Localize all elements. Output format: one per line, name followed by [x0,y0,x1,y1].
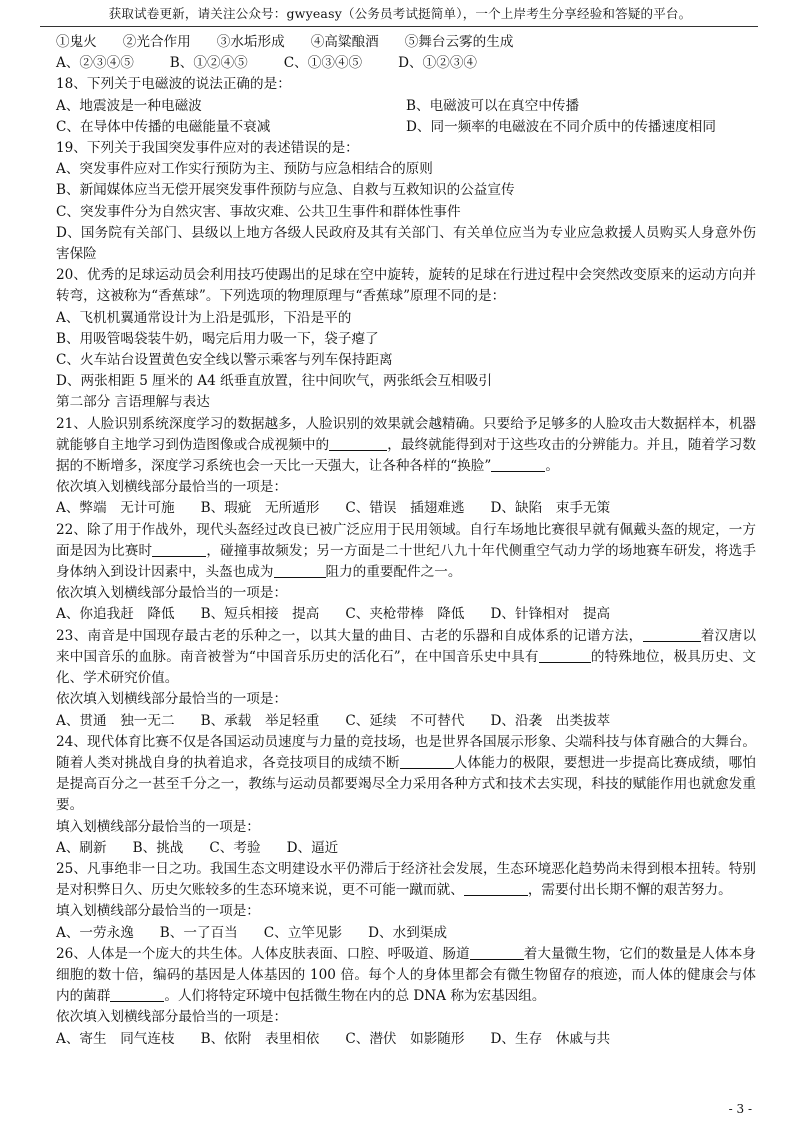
option: A、贯通 独一无二 [56,712,175,729]
option: D、两张相距 5 厘米的 A4 纸垂直放置，往中间吹气，两张纸会互相吸引 [56,373,492,390]
option: D、针锋相对 提高 [490,606,611,623]
q17-item: ③水垢形成 [216,34,285,50]
option: D、同一频率的电磁波在不同介质中的传播速度相同 [406,118,716,135]
option: B、电磁波可以在真空中传播 [406,97,580,114]
fill-blank [152,542,206,557]
fill-blank [329,436,387,451]
q18-options-row2 [56,117,756,138]
option: B、用吸管喝袋装牛奶，喝完后用力吸一下，袋子瘪了 [56,330,379,347]
q17-item: ①鬼火 [56,34,97,50]
q22-prompt: 依次填入划横线部分最恰当的一项是： [56,585,288,602]
q17-item: ②光合作用 [122,34,191,50]
option: B、承载 举足轻重 [200,712,320,729]
option: C、突发事件分为自然灾害、事故灾难、公共卫生事件和群体性事件 [56,203,461,220]
option: C、考验 [209,839,261,856]
option: A、寄生 同气连枝 [56,1030,175,1047]
q24-text: 24、现代体育比赛不仅是各国运动员速度与力量的竞技场，也是世界各国展示形象、尖端科技与体育融合的大舞台。随着人类对挑战自身的执着追求，各竞技项目的成绩不断 [56,733,756,771]
option: A、突发事件应对工作实行预防为主、预防与应急相结合的原则 [56,161,433,178]
q21-stem [56,414,756,478]
option: B、新闻媒体应当无偿开展突发事件预防与应急、自救与互救知识的公益宣传 [56,182,515,199]
option: A、一劳永逸 [56,924,134,941]
q21-text: 。 [545,458,559,475]
option: C、①③④⑤ [283,55,363,72]
q18-stem: 18、下列关于电磁波的说法正确的是： [56,76,291,93]
q17-item: ⑤舞台云雾的生成 [404,34,514,50]
option: D、国务院有关部门、县级以上地方各级人民政府及其有关部门、有关单位应当为专业应急救援人员购买人身意外伤害保险 [56,224,756,263]
q26-prompt: 依次填入划横线部分最恰当的一项是： [56,1009,288,1026]
section-heading: 第二部分 言语理解与表达 [56,394,210,411]
option: A、地震波是一种电磁波 [56,97,202,114]
option: C、火车站台设置黄色安全线以警示乘客与列车保持距离 [56,352,393,369]
option: B、瑕疵 无所遁形 [200,500,320,517]
fill-blank [400,754,454,769]
option: A、刷新 [56,839,107,856]
q21-options [56,498,756,519]
q26-text: 着大量微生物，它们的数量是人体本身细胞的数十倍，编码的基因是人体基因的 100 倍。每个人的身体里都会有微生物留存的痕迹，而人体的健康会与体内的菌群 [56,945,757,1005]
option: C、潜伏 如影随形 [345,1030,465,1047]
q25-options [56,923,756,944]
q26-text: 。人们将特定环境中包括微生物在内的总 DNA 称为宏基因组。 [164,988,546,1005]
option: D、逼近 [286,839,339,856]
option: C、立竿见影 [263,924,343,941]
q25-stem [56,859,756,901]
option: B、一了百当 [159,924,238,941]
q18-options-row1 [56,96,756,117]
option: A、②③④⑤ [56,55,134,72]
q23-text: 23、南音是中国现存最古老的乐种之一，以其大量的曲目、古老的乐器和自成体系的记谱方法， [56,627,643,644]
option: C、延续 不可替代 [345,712,465,729]
q21-prompt: 依次填入划横线部分最恰当的一项是： [56,479,288,496]
q20-stem: 20、优秀的足球运动员会利用技巧使踢出的足球在空中旋转，旋转的足球在行进过程中会突然改变原来的运动方向并转弯，这被称为“香蕉球”。下列选项的物理原理与“香蕉球”原理不同的是： [56,267,756,305]
q23-text: 的特殊地位，极具历史、文化、学术研究价值。 [56,648,756,687]
q24-options [56,838,756,859]
q17-options [56,53,756,74]
fill-blank [274,563,326,578]
option: B、挑战 [132,839,184,856]
page-number: - 3 - [728,1102,752,1116]
q26-options [56,1029,756,1050]
option: B、①②④⑤ [169,55,248,72]
option: D、水到渠成 [368,924,448,941]
q26-text: 26、人体是一个庞大的共生体。人体皮肤表面、口腔、呼吸道、肠道 [56,945,470,962]
q24-text: 人体能力的极限，要想进一步提高比赛成绩，哪怕是提高百分之一甚至千分之一，教练与运动员都要竭尽全力采用各种方式和技术去实现，科技的赋能作用也就愈发重要。 [56,754,757,814]
option: B、短兵相接 提高 [200,606,320,623]
q23-stem [56,626,756,690]
option: A、弊端 无计可施 [56,500,175,517]
fill-blank [643,627,701,642]
q24-prompt: 填入划横线部分最恰当的一项是： [56,818,260,835]
option: C、夹枪带棒 降低 [345,606,465,623]
fill-blank [539,648,591,663]
fill-blank [110,987,164,1002]
fill-blank [470,945,524,960]
header-divider [40,26,758,27]
q22-text: ，碰撞事故频发；另一方面是二十世纪八九十年代侧重空气动力学的场地赛车研发，将选手身体纳入到设计因素中，头盔也成为 [56,542,757,581]
q22-text: 22、除了用于作战外，现代头盔经过改良已被广泛应用于民用领域。自行车场地比赛很早就有佩戴头盔的规定，一方面是因为比赛时 [56,521,756,559]
option: A、你追我赶 降低 [56,606,175,623]
page-header: 获取试卷更新，请关注公众号：gwyeasy（公务员考试挺简单），一个上岸考生分享经验和答疑的平台。 [108,6,692,21]
q19-stem: 19、下列关于我国突发事件应对的表述错误的是： [56,140,359,157]
option: D、生存 休戚与共 [490,1030,611,1047]
option: C、在导体中传播的电磁能量不衰减 [56,118,271,135]
q23-prompt: 依次填入划横线部分最恰当的一项是： [56,691,288,708]
q23-options [56,711,756,732]
q26-stem [56,944,756,1008]
q25-prompt: 填入划横线部分最恰当的一项是： [56,903,260,920]
q24-stem [56,732,756,817]
q21-text: ，最终就能得到对于这些攻击的分辨能力。并且，随着学习数据的不断增多，深度学习系统也会一天比一天强大，让各种各样的“换脸” [56,436,757,475]
q22-stem [56,520,756,584]
exam-content [56,32,756,1050]
option: C、错误 插翅难逃 [345,500,465,517]
option: D、缺陷 束手无策 [490,500,611,517]
q22-text: 阻力的重要配件之一。 [325,564,462,581]
fill-blank [464,881,528,896]
q17-item: ④高粱酿酒 [310,34,379,50]
option: A、飞机机翼通常设计为上沿是弧形，下沿是平的 [56,309,352,326]
q25-text: ，需要付出长期不懈的艰苦努力。 [527,882,732,899]
option: B、依附 表里相依 [200,1030,320,1047]
fill-blank [491,457,545,472]
q17-phenomena [56,32,756,53]
q21-text: 21、人脸识别系统深度学习的数据越多，人脸识别的效果就会越精确。只要给予足够多的人脸攻击大数据样本，机器就能够自主地学习到伪造图像或合成视频中的 [56,415,756,453]
q23-text: 着汉唐以来中国音乐的血脉。南音被誉为“中国音乐历史的活化石”，在中国音乐史中具有 [56,627,757,665]
option: D、沿袭 出类拔萃 [490,712,611,729]
option: D、①②③④ [398,55,478,72]
q22-options [56,604,756,625]
q25-text: 25、凡事绝非一日之功。我国生态文明建设水平仍滞后于经济社会发展，生态环境恶化趋势尚未得到根本扭转。特别是对积弊日久、历史欠账较多的生态环境来说，更不可能一蹴而就、 [56,860,756,899]
